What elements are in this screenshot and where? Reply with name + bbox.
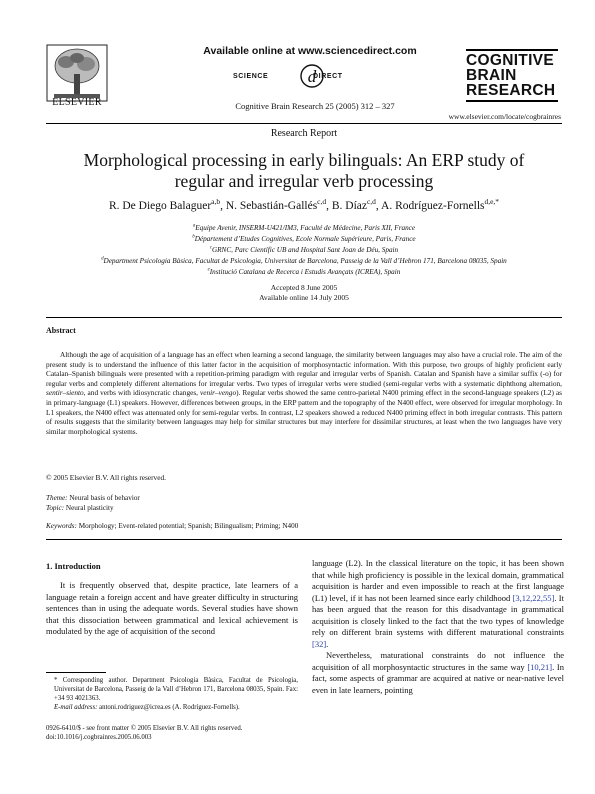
affiliation: $^a$Equipe Avenir, INSERM-U421/IM3, Faculté de Médecine, Paris XII, France [192,223,416,232]
abstract-copyright: © 2005 Elsevier B.V. All rights reserved. [46,473,166,482]
author-affil-mark: c,d [317,197,327,207]
paragraph: language (L2). In the classical literature on the topic, it has been shown that while high proficiency is possible in the lexical domain, grammatical acquisition is harder and even impossible to reach at the first language (L1) level, if it has not been learned since early childhood [3,12,22,55]. It has been argued that the reason for this disadvantage in grammatical acquisition is closely linked to the fact that the two types of knowledge rely on different brain systems with different maturational constraints [32]. [312,558,565,649]
intro-left-column: It is frequently observed that, despite practice, late learners of a language retain a foreign accent and have greater difficulty in structuring sentences than in using the adequate words. Several studies have shown that this dissociation between grammatical and lexical achievement is modulated by the age of acquisition of the second [46,580,298,636]
online-date: Available online 14 July 2005 [259,293,349,302]
journal-logo [466,49,558,102]
available-online-banner[interactable]: Available online at www.sciencedirect.com [203,45,417,57]
accepted-date: Accepted 8 June 2005 [270,283,338,292]
author-name: R. De Diego Balaguer [108,200,212,212]
author-affil-mark: d,e,* [484,197,500,207]
publication-meta [46,724,242,742]
header-divider [46,123,562,124]
author-affil-mark: c,d [366,197,376,207]
author-list: R. De Diego Balaguer$^{a,b}$, N. Sebastián-Gallés$^{c,d}$, B. Díaz$^{c,d}$, A. Rodríguez-Fornells$^{d,e,*}$ [108,197,500,212]
keywords-value: Morphology; Event-related potential; Spanish; Bilingualism; Priming; N400 [78,522,299,530]
theme-topic: Theme: Neural basis of behavior Topic: Neural plasticity [46,494,140,512]
keywords: Keywords: Morphology; Event-related potential; Spanish; Bilingualism; Priming; N400 [46,522,299,530]
affiliation: $^b$Département d’Etudes Cognitives, Ecole Normale Supérieure, Paris, France [192,234,416,243]
abstract-bottom-divider [46,539,562,540]
issn-line: 0926-6410/$ - see front matter © 2005 Elsevier B.V. All rights reserved. [46,725,243,732]
citation-link[interactable]: [3,12,22,55] [512,592,555,603]
abstract-heading: Abstract [46,326,76,335]
theme-value: Neural basis of behavior [69,494,140,502]
citation-link[interactable]: [32] [312,638,327,649]
abstract-top-divider [46,317,562,318]
author-name: A. Rodríguez-Fornells [381,200,485,212]
affiliation: $^d$Department Psicologia Bàsica, Facultat de Psicologia, Universitat de Barcelona, Passeig de la Vall d’Hebron 171, Barcelona 08035, Spain [101,256,507,265]
author-name: B. Díaz [331,200,367,212]
sciencedirect-logo-right: DIRECT [313,73,343,80]
journal-url[interactable]: www.elsevier.com/locate/cogbrainres [448,112,561,121]
affiliation-list [46,223,562,278]
paragraph: Nevertheless, maturational constraints do not influence the acquisition of all morphosyntactic structures in the same way [10,21]. In fact, some aspects of grammar are acquired at native or near-native level even in late learners, pointing [312,650,564,695]
affiliation: $^e$Institució Catalana de Recerca i Estudis Avançats (ICREA), Spain [207,267,401,276]
article-type: Research Report [270,128,338,139]
journal-logo-line: RESEARCH [466,82,556,99]
sciencedirect-logo-left: SCIENCE [233,73,269,80]
example-verb: venir–vengo [200,388,237,398]
citation-link[interactable]: [10,21] [527,661,553,672]
author-name: N. Sebastián-Gallés [225,200,318,212]
journal-logo-line: BRAIN [466,67,517,84]
journal-logo-line: COGNITIVE [466,52,554,69]
email-link[interactable]: antoni.rodriguez@icrea.es (A. Rodríguez-Fornells). [99,704,240,711]
doi-line[interactable]: doi:10.1016/j.cogbrainres.2005.06.003 [46,734,152,741]
affiliation: $^c$GRNC, Parc Científic UB and Hospital Sant Joan de Déu, Spain [209,245,399,254]
corresponding-author-footnote: * Corresponding author. Department Psicologia Bàsica, Facultat de Psicologia, Universitat de Barcelona, Passeig de la Vall d’Hebron 171, Barcelona 08035, Spain. Fax: +34 93 4021363. E-mail address: antoni.rodriguez@icrea.es (A. Rodríguez-Fornells). [54,677,298,711]
svg-text:d: d [307,67,317,86]
footnote-divider [46,672,106,673]
publisher-name: ELSEVIER [52,97,102,108]
journal-reference: Cognitive Brain Research 25 (2005) 312 – 327 [235,101,395,111]
example-verb: sentir–siento [46,388,84,398]
article-title: Morphological processing in early bilinguals: An ERP study of regular and irregular verb processing [83,150,525,191]
author-affil-mark: a,b [211,197,221,207]
article-dates [46,283,562,303]
section-heading: 1. Introduction [46,561,101,571]
abstract-body: Although the age of acquisition of a language has an effect when learning a second language, the similarity between languages may also have a crucial role. The aim of the present study is to understand the influence of this latter factor in the acquisition of morphosyntactic information. With this purpose, two groups of highly proficient early Catalan–Spanish bilinguals were presented with a repetition-priming paradigm with regular and irregular verbs of Spanish. Catalan and Spanish have a similar suffix (-o) for regular verbs and completely different alternations for irregular verbs. Two types of irregular verbs were studied (semi-regular verbs with a systematic diphthong alternation, sentir–siento, and verbs with idiosyncratic changes, venir–vengo). Regular verbs showed the same centro-parietal N400 priming effect in the second-language speakers (L2) as in primary-language (L1) speakers. However, differences between groups, in the ERP pattern and the topography of the N400 effect, were observed for irregular morphology. In L1 speakers, the N400 effect was attenuated only for semi-regular verbs. In contrast, L2 speakers showed a reduced N400 priming effect in both irregular contrasts. This pattern of results suggests that the similarity between languages may help for similar structures but may interfere for dissimilar structures, at least when the two languages have very similar morphological systems. [46,350,562,436]
intro-right-column [312,558,564,696]
topic-value: Neural plasticity [65,503,114,512]
